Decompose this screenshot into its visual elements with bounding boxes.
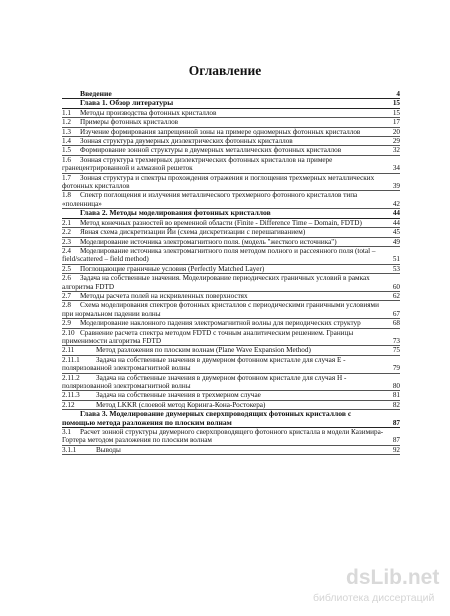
toc-section-number: 2.11.3 [62, 391, 80, 400]
toc-row [62, 391, 400, 400]
toc-entry-title: Формирование зонной структуры в двумерных металлических фотонных кристаллов [80, 146, 342, 155]
toc-page-number: 15 [392, 108, 400, 117]
toc-page-number: 60 [392, 282, 400, 291]
toc-page-number: 49 [392, 237, 400, 246]
toc-entry-title: Моделирование источника электромагнитного поля. (модель "жесткого источника") [80, 237, 337, 246]
toc-row [62, 247, 400, 265]
toc-page-number: 29 [392, 137, 400, 146]
toc-entry-title: Задача на собственные значения. Моделирование периодических граничных условий в рамках алгоритма FDTD [62, 274, 370, 291]
toc-page-number: 62 [392, 291, 400, 300]
toc-section-number: 1.7 [62, 173, 71, 182]
toc-row [62, 329, 400, 347]
toc-row [62, 137, 400, 146]
toc-page-number: 67 [392, 309, 400, 318]
toc-entry-title: Задача на собственные значения в двумерном фотонном кристалле для случая E - поляризованной электромагнитной волны [62, 355, 346, 373]
toc-page-number: 79 [392, 364, 400, 373]
toc-row [62, 238, 400, 247]
table-of-contents [62, 90, 400, 455]
toc-entry-title: Введение [80, 89, 112, 98]
toc-entry-title: Явная схема дискретизации Йи (схема дискретизации с перешагиванием) [80, 228, 306, 237]
toc-section-number: 2.7 [62, 291, 71, 300]
toc-row [62, 228, 400, 237]
toc-entry-title: Схема моделирования спектров фотонных кристаллов с периодическими граничными условиями при нормальном падении волны [62, 301, 379, 318]
toc-entry-title: Расчет зонной структуры двумерного сверхпроводящего фотонного кристалла в модели Казимира-Гортера методом разложения по плоским волнам [62, 428, 384, 445]
toc-section-number: 2.4 [62, 246, 71, 255]
toc-section-number: 1.1 [62, 108, 71, 117]
toc-section-number: 1.4 [62, 137, 71, 146]
toc-section-number: 1.3 [62, 127, 71, 136]
toc-row [62, 265, 400, 274]
toc-page-number: 42 [392, 199, 400, 208]
toc-chapter-row [62, 410, 400, 428]
watermark-logo: dsLib.net [346, 566, 440, 589]
toc-row [62, 274, 400, 292]
toc-row [62, 109, 400, 118]
toc-row [62, 319, 400, 328]
toc-section-number: 3.1 [62, 428, 71, 437]
toc-section-number: 2.1 [62, 218, 71, 227]
toc-entry-title: Метод LKKR (слоевой метод Коринга-Кона-Ростокера) [96, 400, 266, 409]
toc-entry-title: Зонная структура трехмерных диэлектрических фотонных кристаллов на примере гранецентрированной и алмазной решеток [62, 155, 333, 173]
toc-section-number: 3.1.1 [62, 445, 77, 454]
page-title: Оглавление [188, 63, 262, 78]
toc-page-number: 75 [392, 346, 400, 355]
toc-entry-title: Глава 1. Обзор литературы [80, 98, 174, 108]
toc-page-number: 73 [392, 336, 400, 345]
watermark-caption: библиотека диссертаций [313, 592, 435, 604]
toc-section-number: 2.6 [62, 274, 71, 283]
toc-page-number: 80 [392, 382, 400, 390]
toc-chapter-row [62, 209, 400, 218]
toc-section-number: 1.2 [62, 118, 71, 127]
toc-page-number: 68 [392, 319, 400, 328]
toc-section-number: 2.11.1 [62, 355, 80, 364]
toc-row [62, 428, 400, 446]
toc-row [62, 156, 400, 174]
toc-row [62, 374, 400, 392]
toc-page-number: 39 [392, 182, 400, 191]
toc-section-number: 2.3 [62, 237, 71, 246]
toc-page-number: 92 [392, 445, 400, 454]
toc-row [62, 356, 400, 374]
toc-entry-title: Методы расчета полей на искривленных поверхностях [80, 291, 248, 300]
toc-row [62, 191, 400, 209]
toc-page-number: 20 [392, 127, 400, 136]
toc-page-number: 82 [392, 400, 400, 409]
toc-section-number: 2.10 [62, 328, 75, 337]
toc-page-number: 53 [392, 264, 400, 273]
toc-section-number: 2.8 [62, 301, 71, 310]
toc-page-number: 51 [392, 255, 400, 264]
toc-page-number: 34 [392, 164, 400, 173]
toc-row [62, 446, 400, 455]
toc-row [62, 118, 400, 127]
toc-page-number: 81 [392, 391, 400, 400]
toc-section-number: 1.5 [62, 146, 71, 155]
toc-page-number: 87 [392, 418, 400, 427]
toc-entry-title: Глава 2. Методы моделирования фотонных кристаллов [80, 208, 271, 218]
toc-page-number: 45 [392, 228, 400, 237]
toc-entry-title: Задача на собственные значения в двумерном фотонном кристалле для случая H - поляризованной электромагнитной волны [62, 373, 347, 390]
toc-entry-title: Поглощающие граничные условия (Perfectly Matched Layer) [80, 264, 265, 273]
toc-page-number: 32 [392, 146, 400, 155]
toc-section-number: 2.12 [62, 400, 75, 409]
toc-entry-title: Метод разложения по плоским волнам (Plane Wave Expansion Method) [96, 346, 311, 355]
toc-entry-title: Выводы [96, 445, 121, 454]
toc-entry-title: Моделирование источника электромагнитного поля методом полного и рассеянного поля (total – field/scattered – field method) [62, 246, 376, 264]
toc-section-number: 1.8 [62, 191, 71, 200]
toc-entry-title: Зонная структура двумерных диэлектрических фотонных кристаллов [80, 137, 293, 146]
toc-entry-title: Задача на собственные значения в трехмерном случае [96, 391, 261, 400]
toc-row [62, 174, 400, 192]
toc-entry-title: Зонная структура и спектры прохождения отражения и поглощения трехмерных металлических фотонных кристаллов [62, 173, 375, 191]
toc-row [62, 346, 400, 355]
toc-row [62, 146, 400, 155]
toc-page-number: 17 [392, 118, 400, 127]
toc-section-number: 2.2 [62, 228, 71, 237]
toc-page-number: 44 [392, 218, 400, 227]
toc-section-number: 2.9 [62, 319, 71, 328]
toc-entry-title: Примеры фотонных кристаллов [80, 118, 179, 127]
toc-entry-title: Сравнение расчета спектра методом FDTD с точным аналитическим решением. Границы применимости алгоритма FDTD [62, 328, 354, 345]
toc-entry-title: Спектр поглощения и излучения металлического трехмерного фотонного кристаллов типа «поленница» [62, 191, 358, 208]
toc-page-number: 15 [392, 99, 400, 108]
toc-row [62, 128, 400, 137]
toc-entry-title: Глава 3. Моделирование двумерных сверхпроводящих фотонных кристаллов с помощью метода разложения по плоским волнам [62, 409, 352, 427]
toc-section-number: 1.6 [62, 155, 71, 164]
toc-entry-title: Моделирование наклонного падения электромагнитной волны для периодических структур [80, 319, 361, 328]
toc-entry-title: Изучение формирования запрещенной зоны на примере одномерных фотонных кристаллов [80, 127, 361, 136]
toc-section-number: 2.11 [62, 346, 75, 355]
toc-section-number: 2.5 [62, 264, 71, 273]
toc-row [62, 219, 400, 228]
toc-row [62, 301, 400, 319]
toc-entry-title: Метод конечных разностей во временной области (Finite - Difference Time – Domain, FDTD) [80, 218, 362, 227]
toc-section-number: 2.11.2 [62, 373, 80, 382]
toc-chapter-row [62, 99, 400, 108]
toc-page-number: 44 [392, 209, 400, 218]
toc-row [62, 292, 400, 301]
toc-page-number: 87 [392, 436, 400, 445]
toc-entry-title: Методы производства фотонных кристаллов [80, 108, 217, 117]
toc-page-number: 4 [396, 90, 400, 98]
